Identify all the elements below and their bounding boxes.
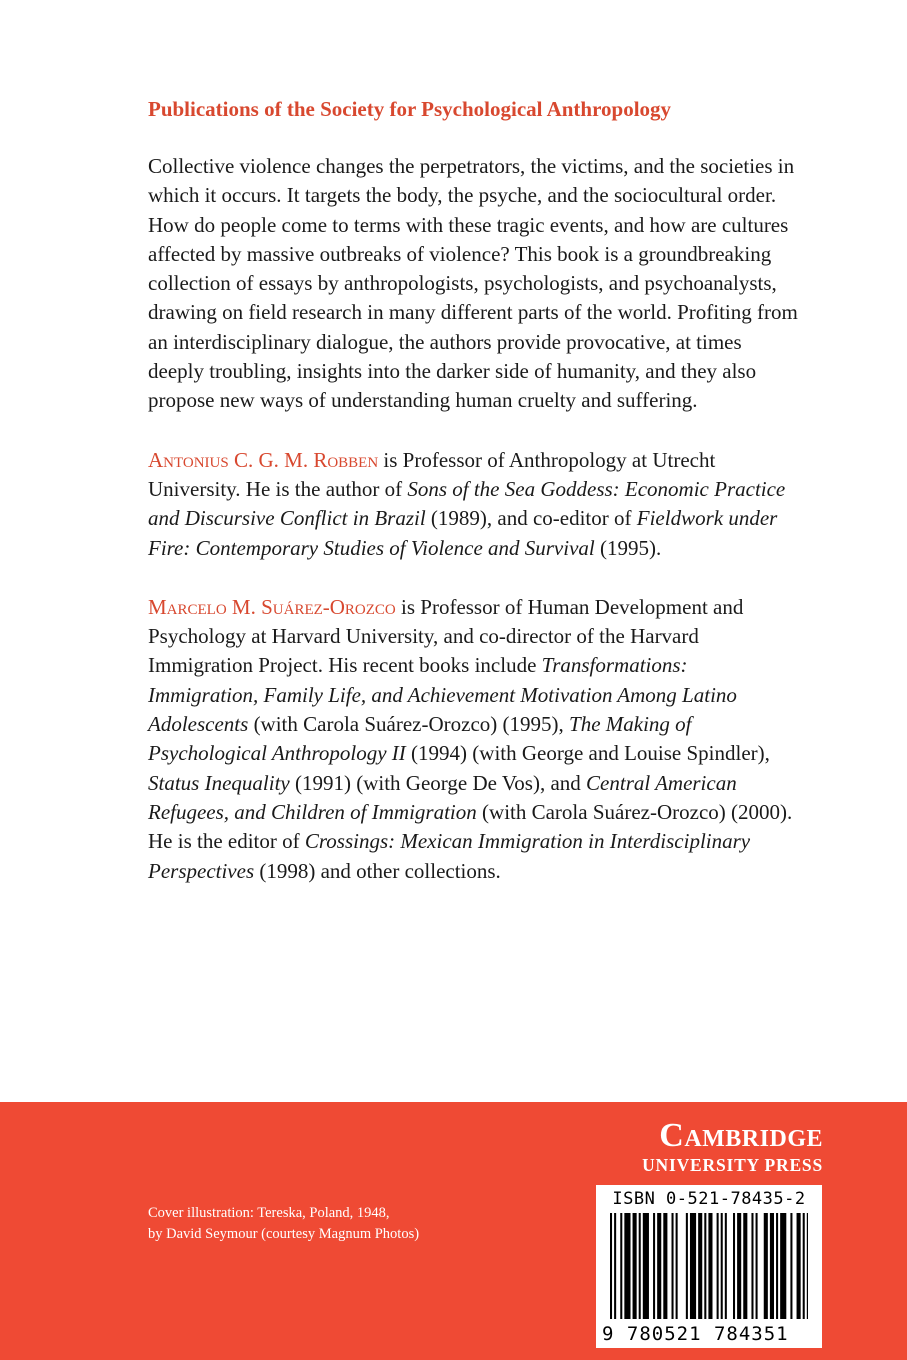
author2-book-title: Status Inequality — [148, 770, 290, 795]
publisher-subtitle: UNIVERSITY PRESS — [642, 1155, 823, 1175]
barcode-bar — [717, 1213, 719, 1319]
back-cover-text — [148, 152, 798, 886]
barcode-bar — [776, 1213, 778, 1319]
author1-bio — [148, 446, 798, 563]
barcode-bar — [807, 1213, 808, 1319]
barcode-bar — [698, 1213, 702, 1319]
barcode-bar — [756, 1213, 758, 1319]
author2-bio — [148, 593, 798, 886]
barcode-bar — [751, 1213, 753, 1319]
barcode-box — [596, 1185, 822, 1348]
barcode-icon — [610, 1213, 808, 1325]
barcode-bar — [653, 1213, 655, 1319]
barcode-bar — [610, 1213, 612, 1319]
author2-name: Marcelo M. Suárez-Orozco — [148, 594, 396, 619]
barcode-bar — [690, 1213, 696, 1319]
barcode-bar — [672, 1213, 674, 1319]
barcode-bar — [797, 1213, 801, 1319]
series-title: Publications of the Society for Psychological Anthropology — [148, 97, 672, 121]
cover-credit-line: Cover illustration: Tereska, Poland, 1948, — [148, 1205, 390, 1221]
barcode-bar — [663, 1213, 667, 1319]
barcode-bar — [624, 1213, 630, 1319]
barcode-bar — [790, 1213, 792, 1319]
barcode-bar — [737, 1213, 741, 1319]
barcode-bar — [633, 1213, 637, 1319]
barcode-bar — [657, 1213, 661, 1319]
barcode-bar — [725, 1213, 727, 1319]
cover-credit — [148, 1203, 508, 1245]
author2-book-title: Central American Refugees, and Children of Immigration — [148, 770, 737, 824]
publisher-logo — [642, 1118, 823, 1176]
author2-book-title: Crossings: Mexican Immigration in Interdisciplinary Perspectives — [148, 829, 751, 883]
description-paragraph: Collective violence changes the perpetrators, the victims, and the societies in which it occurs. It targets the body, the psyche, and the sociocultural order. How do people come to terms with these tragic events, and how are cultures affected by massive outbreaks of violence? This book is a groundbreaking collection of essays by anthropologists, psychologists, and psychoanalysts, drawing on field research in many different parts of the world. Profiting from an interdisciplinary dialogue, the authors provide provocative, at times deeply troubling, insights into the darker side of humanity, and they also propose new ways of understanding human cruelty and suffering. — [148, 154, 798, 413]
barcode-bar — [704, 1213, 706, 1319]
author2-text: (1991) (with George De Vos), and — [289, 770, 587, 795]
cover-credit-line: by David Seymour (courtesy Magnum Photos) — [148, 1226, 420, 1242]
barcode-bar — [770, 1213, 774, 1319]
barcode-bar — [803, 1213, 805, 1319]
author2-book-title: The Making of Psychological Anthropology II — [148, 712, 692, 766]
barcode-bar — [780, 1213, 786, 1319]
barcode-bar — [733, 1213, 735, 1319]
author2-text: (with Carola Suárez-Orozco) (1995), — [248, 712, 570, 737]
barcode-bar — [643, 1213, 649, 1319]
ean-digits: 9 780521 784351 — [602, 1323, 789, 1345]
author2-text: (1994) (with George and Louise Spindler), — [405, 741, 770, 766]
barcode-bar — [676, 1213, 678, 1319]
barcode-bar — [620, 1213, 622, 1319]
isbn-label: ISBN 0-521-78435-2 — [612, 1189, 806, 1209]
barcode-bar — [721, 1213, 723, 1319]
author2-text: (1998) and other collections. — [254, 858, 501, 883]
barcode-bar — [686, 1213, 688, 1319]
author1-book-title: Fieldwork under Fire: Contemporary Studies of Violence and Survival — [148, 506, 778, 560]
barcode-bar — [639, 1213, 641, 1319]
barcode-bar — [708, 1213, 712, 1319]
author2-book-title: Transformations: Immigration, Family Life, and Achievement Motivation Among Latino Adolescents — [148, 653, 737, 737]
author1-book-title: Sons of the Sea Goddess: Economic Practice and Discursive Conflict in Brazil — [148, 476, 786, 531]
author1-text: (1989), and co-editor of — [425, 506, 637, 531]
barcode-bar — [764, 1213, 768, 1319]
barcode-bar — [614, 1213, 616, 1319]
author1-name: Antonius C. G. M. Robben — [148, 447, 379, 472]
author1-text: (1995). — [594, 535, 662, 560]
publisher-name: Cambridge — [659, 1117, 823, 1154]
author2-text: (with Carola Suárez-Orozco) (2000). He is the editor of — [148, 799, 793, 854]
author1-text: is Professor of Anthropology at Utrecht University. He is the author of — [148, 447, 716, 501]
author2-text: is Professor of Human Development and Psychology at Harvard University, and co-director of the Harvard Immigration Project. His recent books include — [148, 594, 744, 678]
barcode-bar — [743, 1213, 747, 1319]
